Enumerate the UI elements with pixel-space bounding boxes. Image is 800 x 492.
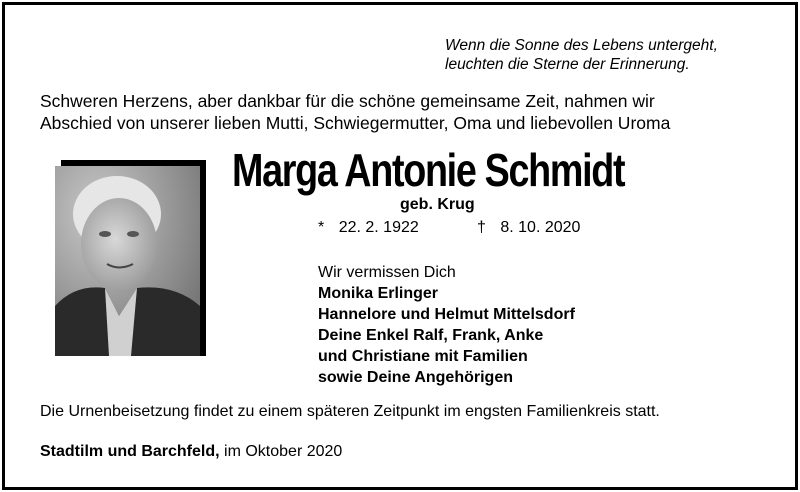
place-date-line (40, 443, 342, 461)
death-date-value: 8. 10. 2020 (500, 219, 581, 236)
mourner-line: Deine Enkel Ralf, Frank, Anke (318, 327, 544, 344)
portrait-photo (55, 166, 200, 356)
intro-line: Abschied von unserer lieben Mutti, Schwiegermutter, Oma und liebevollen Uroma (40, 113, 671, 133)
memorial-quote (445, 36, 718, 74)
mourner-line: Monika Erlinger (318, 285, 439, 302)
birth-name: geb. Krug (400, 196, 475, 213)
notice-date: im Oktober 2020 (224, 443, 343, 460)
death-symbol: † (477, 219, 486, 236)
intro-text (40, 90, 670, 134)
mourner-line: sowie Deine Angehörigen (318, 369, 513, 386)
mourners-intro: Wir vermissen Dich (318, 264, 456, 281)
places: Stadtilm und Barchfeld, (40, 443, 220, 460)
intro-line: Schweren Herzens, aber dankbar für die schöne gemeinsame Zeit, nahmen wir (40, 91, 655, 111)
quote-line: leuchten die Sterne der Erinnerung. (445, 56, 690, 73)
quote-line: Wenn die Sonne des Lebens untergeht, (445, 37, 718, 54)
deceased-name: Marga Antonie Schmidt (232, 144, 625, 196)
death-date (477, 219, 580, 237)
birth-symbol: * (318, 219, 325, 236)
birth-date (318, 219, 419, 237)
portrait-image (55, 166, 200, 356)
mourner-line: und Christiane mit Familien (318, 348, 528, 365)
mourners-block (318, 262, 575, 388)
mourner-line: Hannelore und Helmut Mittelsdorf (318, 306, 575, 323)
birth-date-value: 22. 2. 1922 (338, 219, 419, 236)
burial-note: Die Urnenbeisetzung findet zu einem späteren Zeitpunkt im engsten Familienkreis statt. (40, 403, 660, 420)
